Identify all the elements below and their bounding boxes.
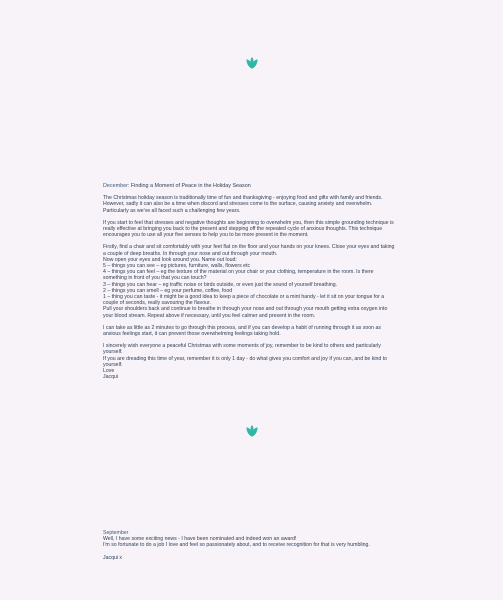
post-text: Well, I have some exciting news - I have been nominated and indeed won an award!: [103, 536, 297, 543]
post-text: 1 – thing you can taste - it might be a good idea to keep a piece of chocolate or a mint handy - let it sit on your tongue for a couple of seconds, really savouring the flavour.: [103, 294, 385, 307]
post-paragraph: [103, 220, 398, 239]
post-paragraph: [103, 343, 398, 380]
post-month: September: [103, 530, 129, 536]
post-september: [103, 530, 398, 567]
logo-divider: [244, 423, 260, 439]
post-title: [103, 183, 398, 189]
post-text: I can take as little as 2 minutes to go through this process, and if you can develop a habit of running through it as soon as anxious feelings start, it can prevent those overwhelming feelings taking hold.: [103, 324, 381, 338]
post-text: Now open your eyes and look around you. Name out loud:: [103, 256, 237, 263]
post-text: Pull your shoulders back and continue to breathe in through your nose and out through your mouth getting extra oxygen into your blood stream. Repeat above if necessary, until you feel calmer and present in the room.: [103, 306, 388, 319]
post-text: The Christmas holiday season is traditionally time of fun and thanksgiving - enjoying food and gifts with family and friends. However, sadly it can also be a time when discord and stresses come to the surface, causing anxiety and overwhelm. Particularly as we've all faced such a challenging few years.: [103, 195, 383, 214]
post-paragraph: [103, 325, 398, 337]
post-paragraph: [103, 555, 398, 561]
post-text: 2 – things you can smell – eg your perfume, coffee, food: [103, 287, 233, 294]
post-text: 5 – things you can see – eg pictures, furniture, walls, flowers etc: [103, 263, 251, 270]
tulip-icon: [244, 55, 260, 71]
post-signoff: Love: [103, 368, 115, 375]
post-text: Firstly, find a chair and sit comfortably with your feet flat on the floor and your hands on your knees. Close your eyes and taking a couple of deep breaths. In through your nose and out through your mouth.: [103, 244, 395, 257]
post-paragraph: [103, 195, 398, 214]
post-text: I sincerely wish everyone a peaceful Christmas with some moments of joy, remember to be kind to others and particularly yourself.: [103, 343, 381, 356]
post-text: I'm so fortunate to do a job I love and feel so passionately about, and to receive recognition for that is very humbling.: [103, 542, 370, 549]
post-signature: Jacqui: [103, 374, 118, 381]
post-text: 3 – things you can hear – eg traffic noise or birds outside, or even just the sound of yourself breathing.: [103, 281, 338, 288]
post-text: If you are dreading this time of year, remember it is only 1 day - do what gives you comfort and joy if you can, and be kind to yourself.: [103, 355, 388, 368]
post-text: 4 – things you can feel – eg the texture of the material on your chair or your clothing, temperature in the room. Is there something in front of you that you can touch?: [103, 269, 374, 282]
post-signature: Jacqui x: [103, 554, 123, 561]
post-paragraph: [103, 536, 398, 548]
tulip-icon: [244, 423, 260, 439]
post-text: If you start to feel that stresses and negative thoughts are beginning to overwhelm you, then this simple grounding technique is really effective at bringing you back to the present and stepping off the repeated cycle of anxious thoughts. This technique encourages you to use all your five senses to help you to be more present in the moment.: [103, 219, 394, 239]
post-december: [103, 183, 398, 386]
post-title-text: Finding a Moment of Peace in the Holiday Season: [130, 183, 251, 189]
post-paragraph: [103, 244, 398, 318]
post-month: December:: [103, 183, 130, 189]
logo-top: [244, 55, 260, 71]
